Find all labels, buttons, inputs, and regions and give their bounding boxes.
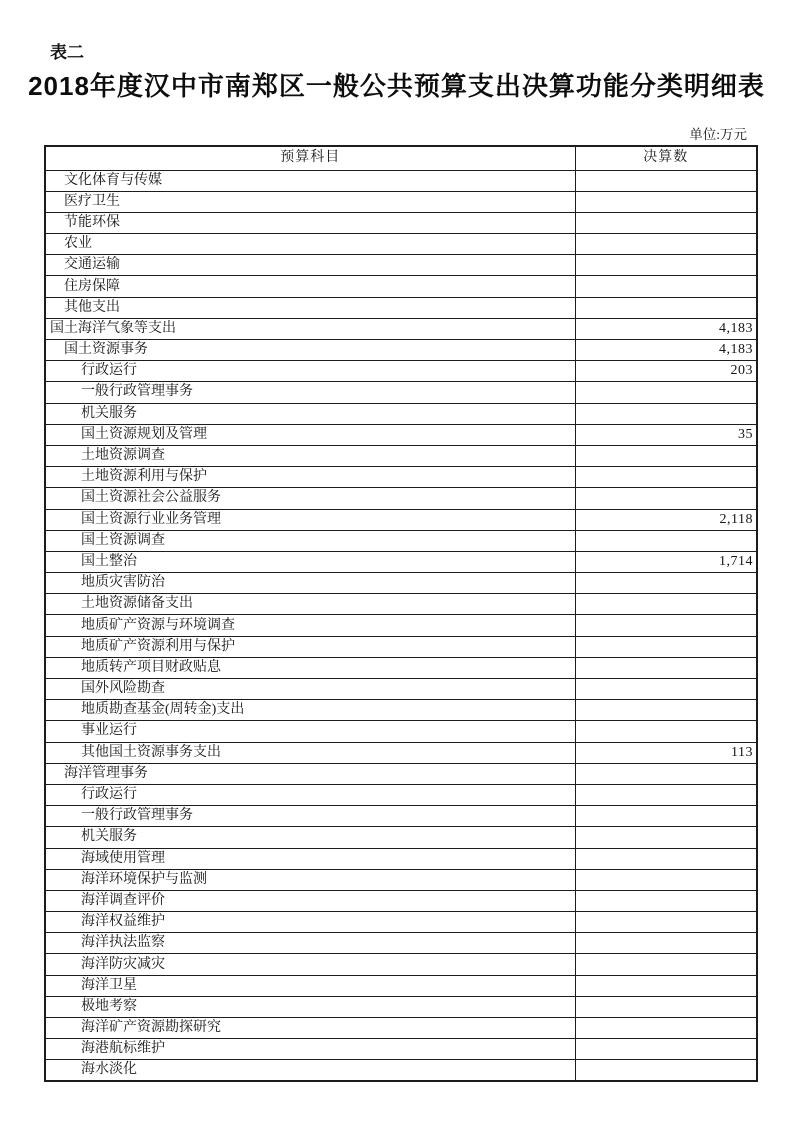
- amount-cell: [575, 996, 757, 1017]
- subject-cell: 海域使用管理: [45, 848, 575, 869]
- amount-cell: 4,183: [575, 318, 757, 339]
- table-row: [45, 445, 757, 466]
- amount-cell: [575, 784, 757, 805]
- subject-cell: 交通运输: [45, 255, 575, 276]
- amount-cell: [575, 615, 757, 636]
- amount-cell: [575, 276, 757, 297]
- subject-cell: 海港航标维护: [45, 1039, 575, 1060]
- table-row: [45, 276, 757, 297]
- amount-cell: [575, 912, 757, 933]
- amount-cell: [575, 869, 757, 890]
- table-row: [45, 954, 757, 975]
- amount-cell: [575, 445, 757, 466]
- table-row: [45, 763, 757, 784]
- subject-cell: 行政运行: [45, 361, 575, 382]
- table-row: [45, 594, 757, 615]
- table-row: [45, 636, 757, 657]
- subject-cell: 国土资源行业业务管理: [45, 509, 575, 530]
- subject-cell: 其他国土资源事务支出: [45, 742, 575, 763]
- column-header-amount: 决算数: [575, 146, 757, 170]
- amount-cell: [575, 382, 757, 403]
- subject-cell: 海洋管理事务: [45, 763, 575, 784]
- table-row: [45, 848, 757, 869]
- table-row: [45, 721, 757, 742]
- subject-cell: 农业: [45, 234, 575, 255]
- subject-cell: 机关服务: [45, 403, 575, 424]
- subject-cell: 机关服务: [45, 827, 575, 848]
- amount-cell: [575, 170, 757, 191]
- table-row: [45, 488, 757, 509]
- subject-cell: 住房保障: [45, 276, 575, 297]
- table-row: [45, 742, 757, 763]
- amount-cell: [575, 657, 757, 678]
- amount-cell: 203: [575, 361, 757, 382]
- subject-cell: 事业运行: [45, 721, 575, 742]
- table-header-row: [45, 146, 757, 170]
- table-row: [45, 212, 757, 233]
- table-body: [45, 170, 757, 1081]
- amount-cell: [575, 255, 757, 276]
- subject-cell: 地质矿产资源与环境调查: [45, 615, 575, 636]
- amount-cell: [575, 763, 757, 784]
- table-row: [45, 700, 757, 721]
- amount-cell: 35: [575, 424, 757, 445]
- amount-cell: [575, 827, 757, 848]
- subject-cell: 国土海洋气象等支出: [45, 318, 575, 339]
- subject-cell: 国土资源规划及管理: [45, 424, 575, 445]
- table-row: [45, 784, 757, 805]
- amount-cell: [575, 1018, 757, 1039]
- amount-cell: [575, 636, 757, 657]
- amount-cell: [575, 297, 757, 318]
- table-row: [45, 170, 757, 191]
- table-row: [45, 191, 757, 212]
- table-row: [45, 382, 757, 403]
- table-row: [45, 573, 757, 594]
- subject-cell: 一般行政管理事务: [45, 382, 575, 403]
- amount-cell: 4,183: [575, 340, 757, 361]
- table-row: [45, 933, 757, 954]
- table-row: [45, 615, 757, 636]
- amount-cell: [575, 679, 757, 700]
- table-row: [45, 234, 757, 255]
- subject-cell: 海水淡化: [45, 1060, 575, 1081]
- table-row: [45, 403, 757, 424]
- table-row: [45, 975, 757, 996]
- subject-cell: 海洋卫星: [45, 975, 575, 996]
- amount-cell: [575, 806, 757, 827]
- subject-cell: 国外风险勘查: [45, 679, 575, 700]
- table-row: [45, 297, 757, 318]
- amount-cell: [575, 700, 757, 721]
- subject-cell: 土地资源利用与保护: [45, 467, 575, 488]
- amount-cell: [575, 573, 757, 594]
- subject-cell: 国土资源调查: [45, 530, 575, 551]
- amount-cell: [575, 848, 757, 869]
- table-row: [45, 255, 757, 276]
- amount-cell: [575, 975, 757, 996]
- table-row: [45, 551, 757, 572]
- table-row: [45, 1060, 757, 1081]
- subject-cell: 土地资源调查: [45, 445, 575, 466]
- amount-cell: [575, 1060, 757, 1081]
- table-row: [45, 530, 757, 551]
- subject-cell: 国土整治: [45, 551, 575, 572]
- table-row: [45, 657, 757, 678]
- amount-cell: 113: [575, 742, 757, 763]
- amount-cell: [575, 234, 757, 255]
- table-row: [45, 890, 757, 911]
- subject-cell: 其他支出: [45, 297, 575, 318]
- subject-cell: 一般行政管理事务: [45, 806, 575, 827]
- subject-cell: 海洋调查评价: [45, 890, 575, 911]
- table-row: [45, 361, 757, 382]
- subject-cell: 极地考察: [45, 996, 575, 1017]
- amount-cell: [575, 594, 757, 615]
- table-row: [45, 679, 757, 700]
- table-row: [45, 467, 757, 488]
- subject-cell: 节能环保: [45, 212, 575, 233]
- table-row: [45, 1018, 757, 1039]
- subject-cell: 国土资源事务: [45, 340, 575, 361]
- budget-table: [44, 145, 758, 1082]
- amount-cell: [575, 721, 757, 742]
- table-number-label: 表二: [50, 43, 84, 62]
- table-row: [45, 996, 757, 1017]
- amount-cell: 1,714: [575, 551, 757, 572]
- subject-cell: 地质转产项目财政贴息: [45, 657, 575, 678]
- table-row: [45, 318, 757, 339]
- amount-cell: [575, 933, 757, 954]
- amount-cell: [575, 212, 757, 233]
- subject-cell: 行政运行: [45, 784, 575, 805]
- table-row: [45, 912, 757, 933]
- table-row: [45, 1039, 757, 1060]
- table-row: [45, 509, 757, 530]
- subject-cell: 文化体育与传媒: [45, 170, 575, 191]
- subject-cell: 海洋环境保护与监测: [45, 869, 575, 890]
- amount-cell: [575, 403, 757, 424]
- amount-cell: 2,118: [575, 509, 757, 530]
- amount-cell: [575, 954, 757, 975]
- subject-cell: 地质灾害防治: [45, 573, 575, 594]
- subject-cell: 土地资源储备支出: [45, 594, 575, 615]
- unit-note: 单位:万元: [689, 127, 747, 142]
- subject-cell: 海洋权益维护: [45, 912, 575, 933]
- amount-cell: [575, 191, 757, 212]
- table-row: [45, 869, 757, 890]
- amount-cell: [575, 530, 757, 551]
- page-title: 2018年度汉中市南郑区一般公共预算支出决算功能分类明细表: [28, 71, 765, 101]
- amount-cell: [575, 488, 757, 509]
- subject-cell: 国土资源社会公益服务: [45, 488, 575, 509]
- column-header-subject: 预算科目: [45, 146, 575, 170]
- table-row: [45, 827, 757, 848]
- amount-cell: [575, 467, 757, 488]
- amount-cell: [575, 890, 757, 911]
- subject-cell: 医疗卫生: [45, 191, 575, 212]
- subject-cell: 海洋执法监察: [45, 933, 575, 954]
- table-row: [45, 340, 757, 361]
- subject-cell: 地质勘查基金(周转金)支出: [45, 700, 575, 721]
- subject-cell: 地质矿产资源利用与保护: [45, 636, 575, 657]
- table-row: [45, 806, 757, 827]
- subject-cell: 海洋矿产资源勘探研究: [45, 1018, 575, 1039]
- amount-cell: [575, 1039, 757, 1060]
- subject-cell: 海洋防灾减灾: [45, 954, 575, 975]
- table-row: [45, 424, 757, 445]
